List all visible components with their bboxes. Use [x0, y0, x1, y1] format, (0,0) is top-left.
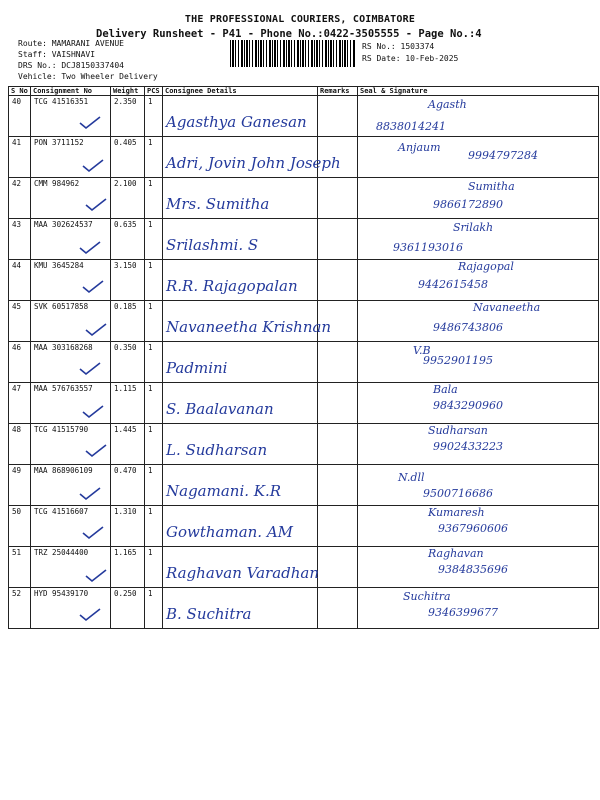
- consignee-cell: [163, 547, 318, 588]
- pcs-cell: 1: [145, 96, 163, 137]
- company-title: THE PROFESSIONAL COURIERS, COIMBATORE: [184, 14, 416, 25]
- consignee-name: B. Suchitra: [166, 605, 252, 623]
- col-consignment: Consignment No: [31, 87, 111, 96]
- weight-cell: 0.185: [111, 301, 145, 342]
- sno-cell: 46: [9, 342, 31, 383]
- remarks-cell: [318, 588, 358, 629]
- consignment-cell: [31, 301, 111, 342]
- signature-phone: 9500716686: [423, 487, 493, 500]
- signature-phone: 8838014241: [376, 120, 446, 133]
- remarks-cell: [318, 383, 358, 424]
- check-mark-icon: [82, 280, 104, 294]
- sno-cell: 51: [9, 547, 31, 588]
- sno-cell: 48: [9, 424, 31, 465]
- signature-cell: [358, 219, 599, 260]
- remarks-cell: [318, 424, 358, 465]
- remarks-cell: [318, 506, 358, 547]
- check-mark-icon: [79, 487, 101, 501]
- signature-phone: 9843290960: [433, 399, 503, 412]
- pcs-cell: 1: [145, 547, 163, 588]
- consignee-name: Padmini: [166, 359, 228, 377]
- signature-cell: [358, 547, 599, 588]
- consignee-cell: [163, 588, 318, 629]
- rs-date: RS Date: 10-Feb-2025: [362, 54, 459, 63]
- consignment-cell: [31, 547, 111, 588]
- consignee-cell: [163, 342, 318, 383]
- consignment-number: SVK 60517858: [34, 302, 89, 311]
- signature-phone: 9367960606: [438, 522, 508, 535]
- consignment-cell: [31, 506, 111, 547]
- signature-cell: [358, 588, 599, 629]
- signature-cell: [358, 137, 599, 178]
- pcs-cell: 1: [145, 465, 163, 506]
- consignment-cell: [31, 465, 111, 506]
- table-row: [9, 342, 599, 383]
- consignee-name: Raghavan Varadhan: [166, 564, 320, 582]
- remarks-cell: [318, 260, 358, 301]
- drs-number: DRS No.: DCJ8150337404: [18, 61, 124, 70]
- pcs-cell: 1: [145, 506, 163, 547]
- sno-cell: 41: [9, 137, 31, 178]
- consignment-number: PON 3711152: [34, 138, 84, 147]
- weight-cell: 1.310: [111, 506, 145, 547]
- weight-cell: 2.350: [111, 96, 145, 137]
- signature-phone: 9384835696: [438, 563, 508, 576]
- runsheet-title: Delivery Runsheet - P41 - Phone No.:0422-3505555 - Page No.:4: [96, 28, 482, 40]
- signature-phone: 9442615458: [418, 278, 488, 291]
- consignment-number: KMU 3645284: [34, 261, 84, 270]
- sno-cell: 45: [9, 301, 31, 342]
- sno-cell: 42: [9, 178, 31, 219]
- signature-cell: [358, 301, 599, 342]
- remarks-cell: [318, 178, 358, 219]
- consignee-cell: [163, 219, 318, 260]
- consignment-number: CMM 984962: [34, 179, 80, 188]
- rs-number: RS No.: 1503374: [362, 42, 435, 51]
- consignee-cell: [163, 260, 318, 301]
- pcs-cell: 1: [145, 137, 163, 178]
- consignee-name: Agasthya Ganesan: [166, 113, 307, 131]
- consignee-name: Navaneetha Krishnan: [166, 318, 332, 336]
- weight-cell: 0.470: [111, 465, 145, 506]
- signature-phone: 9952901195: [423, 354, 493, 367]
- signature: Kumaresh: [428, 506, 485, 519]
- table-header-row: [9, 87, 599, 96]
- table-row: [9, 424, 599, 465]
- check-mark-icon: [79, 241, 101, 255]
- check-mark-icon: [79, 608, 101, 622]
- check-mark-icon: [85, 323, 107, 337]
- consignment-number: TRZ 25044400: [34, 548, 89, 557]
- table-row: [9, 547, 599, 588]
- check-mark-icon: [82, 526, 104, 540]
- check-mark-icon: [82, 405, 104, 419]
- col-signature: Seal & Signature: [358, 87, 599, 96]
- sno-cell: 52: [9, 588, 31, 629]
- remarks-cell: [318, 342, 358, 383]
- pcs-cell: 1: [145, 260, 163, 301]
- remarks-cell: [318, 219, 358, 260]
- signature-phone: 9361193016: [393, 241, 463, 254]
- signature-phone: 9486743806: [433, 321, 503, 334]
- consignee-cell: [163, 96, 318, 137]
- remarks-cell: [318, 96, 358, 137]
- consignment-cell: [31, 588, 111, 629]
- consignment-cell: [31, 383, 111, 424]
- signature: N.dll: [398, 471, 425, 484]
- consignment-cell: [31, 260, 111, 301]
- consignee-name: Mrs. Sumitha: [166, 195, 270, 213]
- col-pcs: PCS: [145, 87, 163, 96]
- pcs-cell: 1: [145, 383, 163, 424]
- pcs-cell: 1: [145, 178, 163, 219]
- consignment-cell: [31, 137, 111, 178]
- consignment-number: MAA 868906109: [34, 466, 93, 475]
- signature: Anjaum: [398, 141, 441, 154]
- col-consignee: Consignee Details: [163, 87, 318, 96]
- signature-phone: 9346399677: [428, 606, 498, 619]
- table-row: [9, 465, 599, 506]
- signature-cell: [358, 96, 599, 137]
- check-mark-icon: [85, 198, 107, 212]
- table-row: [9, 178, 599, 219]
- check-mark-icon: [85, 569, 107, 583]
- consignee-name: Srilashmi. S: [166, 236, 259, 254]
- signature: Raghavan: [428, 547, 484, 560]
- consignee-name: L. Sudharsan: [166, 441, 268, 459]
- consignment-cell: [31, 424, 111, 465]
- sno-cell: 47: [9, 383, 31, 424]
- signature-phone: 9994797284: [468, 149, 538, 162]
- table-row: [9, 96, 599, 137]
- pcs-cell: 1: [145, 342, 163, 383]
- signature-cell: [358, 424, 599, 465]
- weight-cell: 2.100: [111, 178, 145, 219]
- pcs-cell: 1: [145, 424, 163, 465]
- table-row: [9, 588, 599, 629]
- weight-cell: 3.150: [111, 260, 145, 301]
- check-mark-icon: [82, 159, 104, 173]
- signature: Sudharsan: [428, 424, 488, 437]
- runsheet-table: [8, 86, 599, 629]
- sno-cell: 40: [9, 96, 31, 137]
- sno-cell: 43: [9, 219, 31, 260]
- table-row: [9, 383, 599, 424]
- table-row: [9, 260, 599, 301]
- table-row: [9, 506, 599, 547]
- consignment-number: TCG 41515790: [34, 425, 89, 434]
- signature: Srilakh: [453, 221, 494, 234]
- signature: Agasth: [428, 98, 467, 111]
- consignment-cell: [31, 342, 111, 383]
- pcs-cell: 1: [145, 219, 163, 260]
- consignment-cell: [31, 178, 111, 219]
- route-label: Route: MAMARANI AVENUE: [18, 39, 124, 48]
- col-weight: Weight: [111, 87, 145, 96]
- staff-label: Staff: VAISHNAVI: [18, 50, 96, 59]
- check-mark-icon: [79, 362, 101, 376]
- sno-cell: 49: [9, 465, 31, 506]
- pcs-cell: 1: [145, 588, 163, 629]
- consignment-number: TCG 41516351: [34, 97, 89, 106]
- consignment-number: TCG 41516607: [34, 507, 89, 516]
- signature-cell: [358, 178, 599, 219]
- consignee-cell: [163, 383, 318, 424]
- consignee-cell: [163, 465, 318, 506]
- weight-cell: 0.350: [111, 342, 145, 383]
- signature: Rajagopal: [458, 260, 514, 273]
- signature-phone: 9866172890: [433, 198, 503, 211]
- barcode: [230, 40, 356, 67]
- weight-cell: 0.635: [111, 219, 145, 260]
- consignee-cell: [163, 424, 318, 465]
- consignee-name: Adri, Jovin John Joseph: [166, 154, 341, 172]
- check-mark-icon: [85, 444, 107, 458]
- consignment-cell: [31, 96, 111, 137]
- remarks-cell: [318, 547, 358, 588]
- table-row: [9, 219, 599, 260]
- consignee-cell: [163, 137, 341, 178]
- consignment-number: MAA 576763557: [34, 384, 93, 393]
- signature: Sumitha: [468, 180, 515, 193]
- consignment-number: MAA 303168268: [34, 343, 93, 352]
- col-sno: S No: [9, 87, 31, 96]
- signature-cell: [358, 383, 599, 424]
- weight-cell: 1.165: [111, 547, 145, 588]
- signature-cell: [358, 465, 599, 506]
- signature-cell: [358, 260, 599, 301]
- sno-cell: 44: [9, 260, 31, 301]
- consignee-name: S. Baalavanan: [166, 400, 274, 418]
- signature: Navaneetha: [473, 301, 541, 314]
- weight-cell: 1.115: [111, 383, 145, 424]
- signature: Bala: [433, 383, 458, 396]
- signature: V.B: [413, 344, 431, 357]
- consignee-name: Gowthaman. AM: [166, 523, 294, 541]
- weight-cell: 0.250: [111, 588, 145, 629]
- consignment-cell: [31, 219, 111, 260]
- signature-cell: [358, 506, 599, 547]
- consignee-cell: [163, 178, 318, 219]
- table-row: [9, 137, 599, 178]
- consignee-cell: [163, 506, 318, 547]
- sno-cell: 50: [9, 506, 31, 547]
- consignee-cell: [163, 301, 332, 342]
- consignee-name: Nagamani. K.R: [166, 482, 282, 500]
- check-mark-icon: [79, 116, 101, 130]
- weight-cell: 1.445: [111, 424, 145, 465]
- consignment-number: MAA 302624537: [34, 220, 93, 229]
- signature-cell: [358, 342, 599, 383]
- vehicle-label: Vehicle: Two Wheeler Delivery: [18, 72, 158, 81]
- signature: Suchitra: [403, 590, 451, 603]
- table-row: [9, 301, 599, 342]
- weight-cell: 0.405: [111, 137, 145, 178]
- remarks-cell: [318, 465, 358, 506]
- consignee-name: R.R. Rajagopalan: [166, 277, 298, 295]
- col-remarks: Remarks: [318, 87, 358, 96]
- pcs-cell: 1: [145, 301, 163, 342]
- consignment-number: HYD 95439170: [34, 589, 89, 598]
- signature-phone: 9902433223: [433, 440, 503, 453]
